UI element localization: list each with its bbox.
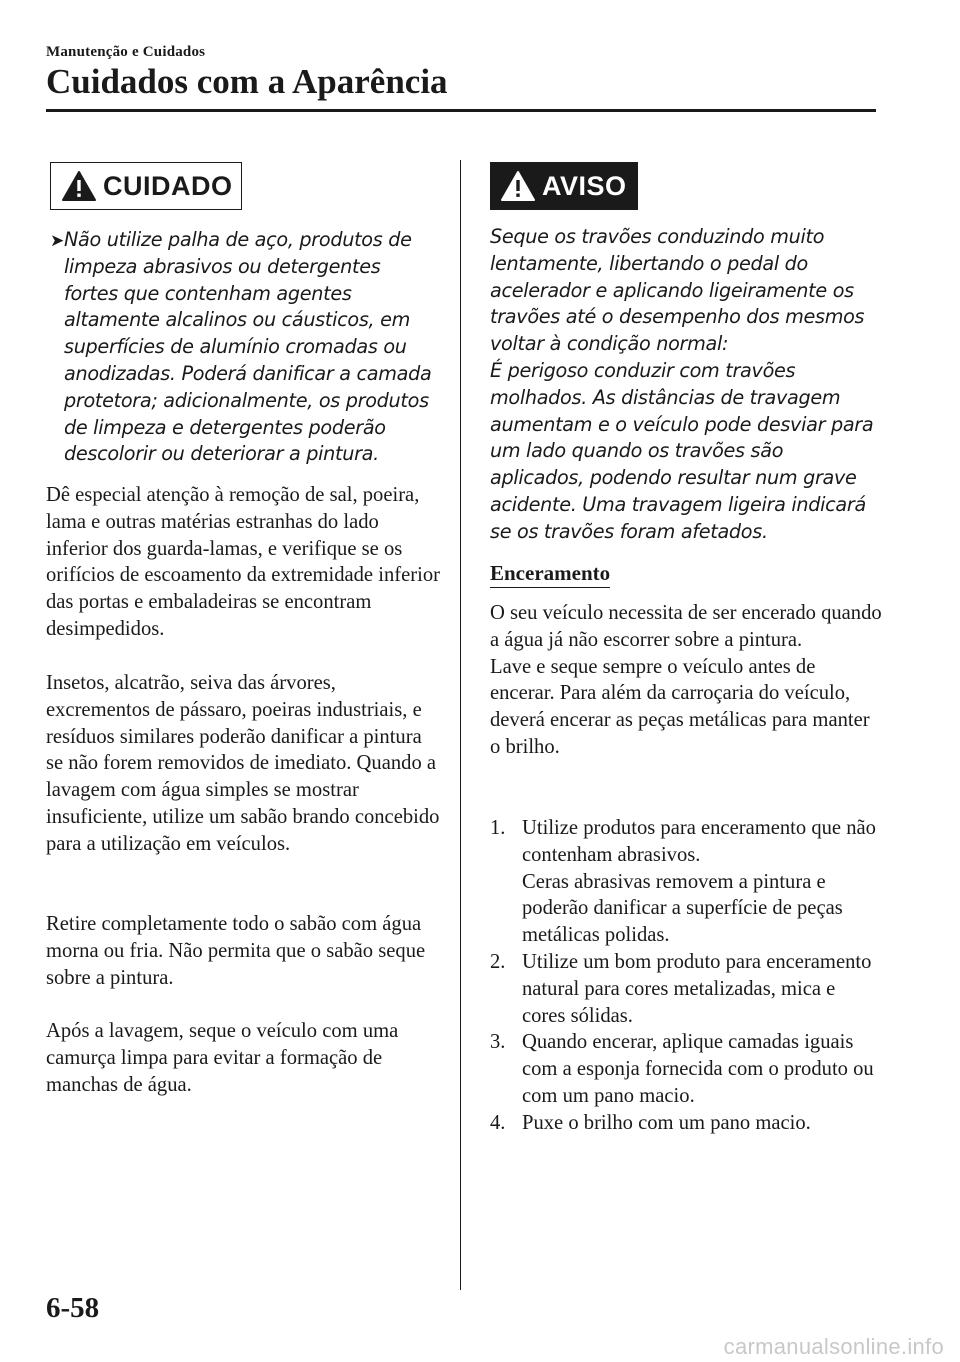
page-title: Cuidados com a Aparência [46, 62, 448, 101]
list-item [490, 1110, 882, 1137]
arrow-bullet-icon: ➤ [50, 231, 64, 251]
enceramento-intro-a: O seu veículo necessita de ser encerado quando a água já não escorrer sobre a pintura. [490, 602, 882, 651]
step-number: 2. [490, 950, 506, 973]
enceramento-steps [490, 815, 882, 1137]
watermark: carmanualsonline.info [723, 1334, 944, 1359]
paragraph-salt: Dê especial atenção à remoção de sal, poeira, lama e outras matérias estranhas do lado inferior dos guarda-lamas, e verifique se os orifícios de escoamento da extremidade inferior das portas e embaladeiras se encontram desimpedidos. [46, 484, 440, 640]
step-note: Ceras abrasivas removem a pintura e poderão danificar a superfície de peças metálicas polidas. [522, 870, 843, 947]
list-item [490, 815, 882, 949]
caution-box [50, 162, 242, 210]
aviso-label: AVISO [542, 170, 627, 201]
title-rule [46, 109, 876, 112]
aviso-line-1: Seque os travões conduzindo muito lentamente, libertando o pedal do acelerador e aplicando ligeiramente os travões até o desempenho dos mesmos voltar à condição normal: [490, 225, 865, 356]
paragraph-dry: Após a lavagem, seque o veículo com uma camurça limpa para evitar a formação de manchas de água. [46, 1020, 399, 1096]
paragraph-rinse: Retire completamente todo o sabão com água morna ou fria. Não permita que o sabão seque sobre a pintura. [46, 913, 426, 989]
enceramento-heading: Enceramento [490, 560, 610, 588]
page-number: 6-58 [46, 1292, 100, 1324]
paragraph-insects: Insetos, alcatrão, seiva das árvores, excrementos de pássaro, poeiras industriais, e resíduos similares poderão danificar a pintura se não forem removidos de imediato. Quando a lavagem com água simples se mostrar insuficiente, utilize um sabão brando concebido para a utilização em veículos. [46, 672, 440, 855]
warning-triangle-icon [61, 170, 97, 202]
section-label: Manutenção e Cuidados [46, 44, 206, 60]
step-text: Utilize produtos para enceramento que não contenham abrasivos. [522, 817, 876, 866]
step-number: 4. [490, 1111, 506, 1134]
step-text: Quando encerar, aplique camadas iguais com a esponja fornecida com o produto ou com um pano macio. [522, 1031, 874, 1107]
step-text: Puxe o brilho com um pano macio. [522, 1111, 811, 1134]
enceramento-intro [490, 600, 882, 761]
aviso-box [490, 162, 638, 210]
list-item [490, 949, 882, 1029]
caution-label: CUIDADO [103, 170, 233, 201]
step-number: 3. [490, 1031, 506, 1054]
aviso-text [490, 224, 880, 546]
enceramento-intro-b: Lave e seque sempre o veículo antes de encerar. Para além da carroçaria do veículo, deverá encerar as peças metálicas para manter o brilho. [490, 655, 870, 758]
caution-text [50, 227, 440, 468]
list-item [490, 1029, 882, 1109]
caution-bullet: Não utilize palha de aço, produtos de limpeza abrasivos ou detergentes fortes que contenham agentes altamente alcalinos ou cáusticos, em superfícies de alumínio cromadas ou anodizadas. Poderá danificar a camada protetora; adicionalmente, os produtos de limpeza e detergentes poderão descolorir ou deteriorar a pintura. [64, 228, 432, 466]
step-text: Utilize um bom produto para enceramento natural para cores metalizadas, mica e cores sólidas. [522, 950, 872, 1027]
column-divider [460, 160, 461, 1290]
step-number: 1. [490, 817, 506, 839]
aviso-line-2: É perigoso conduzir com travões molhados. As distâncias de travagem aumentam e o veículo pode desviar para um lado quando os travões são aplicados, podendo resultar num grave acidente. Uma travagem ligeira indicará se os travões foram afetados. [490, 358, 874, 543]
warning-triangle-icon [500, 170, 536, 202]
